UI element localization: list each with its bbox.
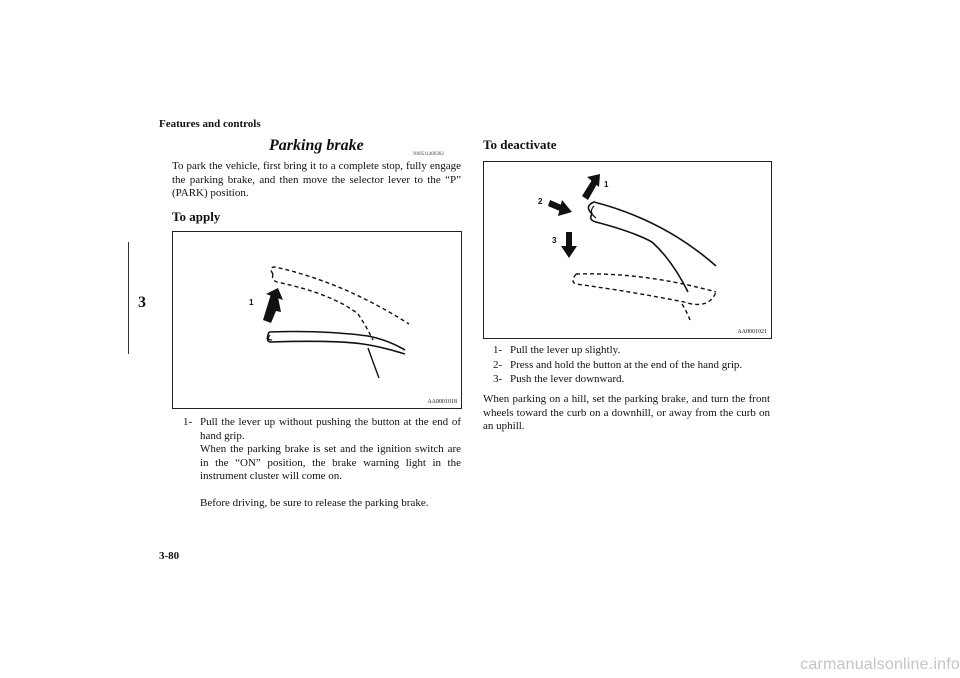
page-number: 3-80: [159, 550, 180, 562]
figure-code: AA0001021: [737, 329, 767, 335]
watermark-link[interactable]: carmanualsonline.info: [800, 656, 960, 673]
figure-callout-1: 1: [249, 298, 254, 307]
apply-figure: [172, 231, 462, 409]
section-code: N00511400302: [413, 152, 444, 157]
chapter-header: Features and controls: [159, 118, 261, 130]
step-note: Before driving, be sure to release the parking brake.: [200, 496, 429, 509]
figure-callout-3: 3: [552, 236, 557, 245]
figure-code: AA0001018: [427, 399, 457, 405]
step-text: Pull the lever up without pushing the button at the end of hand grip.: [200, 416, 461, 442]
step-detail: When the parking brake is set and the ignition switch are in the “ON” position, the brake warning light in the instrument cluster will come on.: [200, 443, 461, 482]
list-item: 1- Pull the lever up without pushing the button at the end of hand grip. When the parking brake is set and the ignition switch are in the “ON” position, the brake warning light in the instrument cluster will come on. Before driving, be sure to release the parking brake.: [183, 416, 461, 509]
section-title: Parking brake: [269, 137, 364, 154]
deactivate-figure: [483, 161, 772, 339]
apply-steps: [183, 416, 461, 510]
apply-heading: To apply: [172, 209, 221, 224]
deactivate-outro: When parking on a hill, set the parking brake, and turn the front wheels toward the curb on a downhill, or away from the curb on an uphill.: [483, 393, 770, 432]
figure-callout-2: 2: [538, 197, 543, 206]
deactivate-steps: [493, 344, 770, 388]
figure-callout-1: 1: [604, 180, 609, 189]
list-item: 3- Push the lever downward.: [493, 373, 625, 385]
deactivate-heading: To deactivate: [483, 137, 557, 152]
section-intro: To park the vehicle, first bring it to a complete stop, fully engage the parking brake, and then move the selector lever to the “P” (PARK) position.: [172, 160, 461, 199]
parking-lever-release-illustration: [484, 162, 771, 338]
chapter-number: 3: [138, 294, 146, 311]
parking-lever-raised-illustration: [173, 232, 461, 408]
list-item: 1- Pull the lever up slightly.: [493, 344, 621, 356]
list-item: 2- Press and hold the button at the end of the hand grip.: [493, 358, 743, 371]
